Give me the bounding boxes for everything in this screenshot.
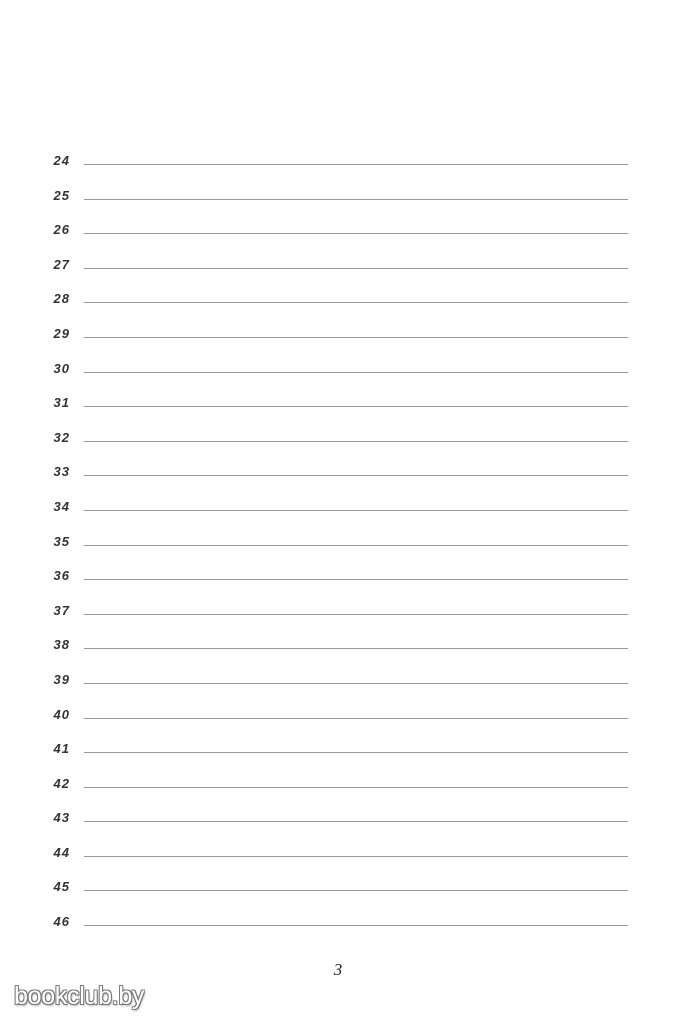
answer-line [84, 579, 628, 580]
answer-line-row [0, 909, 700, 944]
answer-line [84, 164, 628, 165]
answer-line [84, 856, 628, 857]
answer-line [84, 752, 628, 753]
answer-line [84, 233, 628, 234]
page-number: 3 [333, 960, 343, 979]
answer-line-row [0, 632, 700, 667]
line-number: 41 [53, 741, 70, 757]
line-number: 39 [53, 671, 70, 687]
answer-line-row [0, 529, 700, 564]
line-number: 43 [53, 810, 70, 826]
answer-line [84, 648, 628, 649]
line-number: 38 [53, 637, 70, 653]
line-number: 44 [53, 844, 70, 860]
answer-line-row [0, 459, 700, 494]
answer-line [84, 337, 628, 338]
answer-line [84, 821, 628, 822]
answer-line [84, 510, 628, 511]
answer-line-row [0, 356, 700, 391]
answer-line-row [0, 425, 700, 460]
answer-line-row [0, 598, 700, 633]
answer-line-row [0, 390, 700, 425]
line-number: 35 [53, 533, 70, 549]
answer-line-row [0, 771, 700, 806]
answer-line-row [0, 702, 700, 737]
answer-line-row [0, 217, 700, 252]
answer-line [84, 925, 628, 926]
answer-line [84, 718, 628, 719]
line-number: 27 [53, 256, 70, 272]
answer-line-row [0, 286, 700, 321]
answer-lines [0, 148, 700, 944]
answer-line [84, 890, 628, 891]
line-number: 34 [53, 498, 70, 514]
answer-line-row [0, 252, 700, 287]
answer-line-row [0, 148, 700, 183]
answer-line-row [0, 494, 700, 529]
answer-line [84, 406, 628, 407]
line-number: 30 [53, 360, 70, 376]
watermark-logo: bookclub.by [14, 982, 145, 1010]
line-number: 26 [53, 222, 70, 238]
line-number: 37 [53, 602, 70, 618]
answer-line-row [0, 874, 700, 909]
line-number: 45 [53, 879, 70, 895]
answer-line [84, 787, 628, 788]
answer-line [84, 441, 628, 442]
line-number: 24 [53, 153, 70, 168]
answer-line [84, 302, 628, 303]
answer-line-row [0, 321, 700, 356]
answer-line [84, 545, 628, 546]
line-number: 46 [53, 914, 70, 930]
line-number: 36 [53, 568, 70, 584]
answer-line-row [0, 736, 700, 771]
line-number: 42 [53, 775, 70, 791]
line-number: 33 [53, 464, 70, 480]
answer-line-row [0, 563, 700, 598]
answer-line [84, 683, 628, 684]
answer-line-row [0, 667, 700, 702]
answer-line-row [0, 840, 700, 875]
answer-line-row [0, 805, 700, 840]
answer-line-row [0, 183, 700, 218]
line-number: 29 [53, 325, 70, 341]
line-number: 31 [53, 395, 70, 411]
answer-line [84, 614, 628, 615]
line-number: 25 [53, 187, 70, 203]
line-number: 32 [53, 429, 70, 445]
line-number: 40 [53, 706, 70, 722]
answer-line [84, 268, 628, 269]
answer-line [84, 475, 628, 476]
answer-line [84, 199, 628, 200]
answer-line [84, 372, 628, 373]
line-number: 28 [53, 291, 70, 307]
